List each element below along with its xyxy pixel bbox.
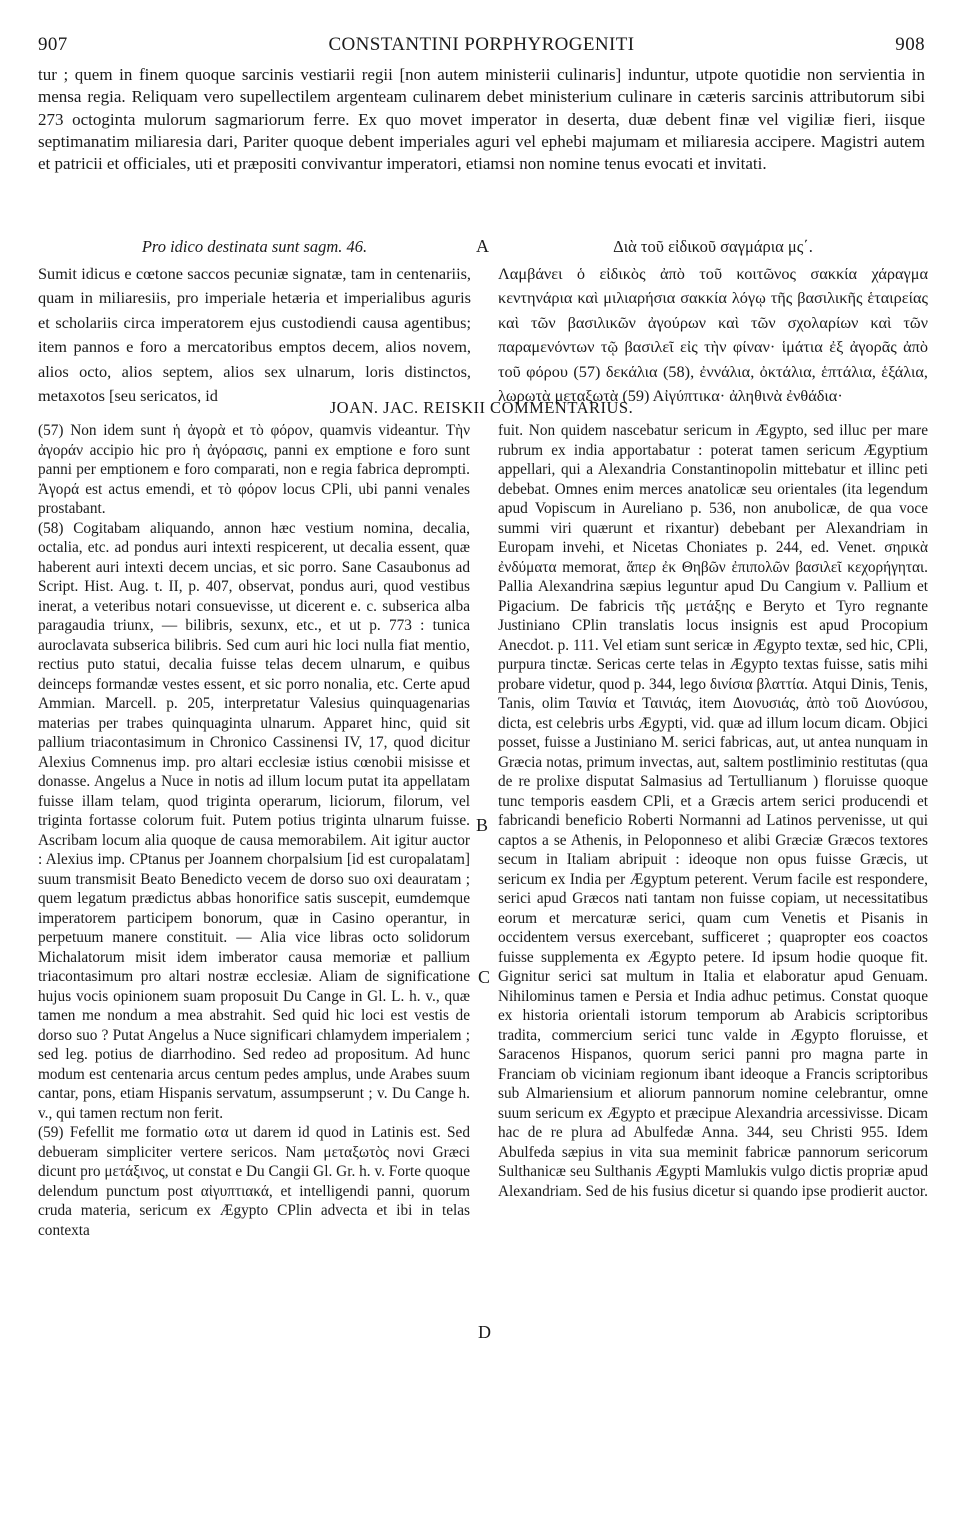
margin-letter-c: C — [478, 967, 491, 987]
commentary-left-column — [38, 421, 470, 1240]
commentary-right-column — [498, 421, 928, 1201]
latin-section-title: Pro idico destinata sunt sagm. 46. — [141, 237, 368, 256]
left-page-number: 907 — [38, 34, 68, 55]
margin-letter-b: B — [476, 815, 489, 835]
note-58: (58) Cogitabam aliquando, annon hæc vestium nomina, decalia, octalia, etc. ad pondus auri intexti respicerent, ut decalia essent, quæ haberent auri intexti decem uncias, et sic porro. Sane Casaubonus ad Script. Hist. Aug. t. II, p. 407, observat, pondus auri, quod vestibus inerat, a veteribus notari consuevisse, ut dicerent e. c. subserica alba paragaudia triunx, — bilibris, sexunx, etc., et ut p. 773 : tunica auroclavata subserica bilibris. Sed cum auri hic loci nulla fiat mentio, rectius puto statui, decalia fuisse telas decem ulnarum, e quibus deinceps formandæ vestes essent, et sic porro nonalia, etc. Certe apud Ammian. Marcell. p. 205, interpretatur Valesius quinquagenarias materias per trabes quinquaginta ulnarum. Apparet hinc, quid sit pallium triacontasimum in Chronico Cassinensi IV, 17, quod dicitur Alexius Comnenus imp. pro altari ecclesiæ istius cœnobii misisse et donasse. Angelus a Nuce in notis ad illum locum putat ita appellatam fuisse illam telam, quod triginta operarum, liciorum, filorum, vel triginta fortasse colorum fuit. Putem potius triginta ulnarum fuisse. Ascribam locum alia quoque de causa memorabilem. Ait igitur auctor : Alexius imp. CPtanus per Joannem chorpalsium [id est curopalatam] suum transmisit Beato Benedicto vecem de dorso suo oxi deauratam ; quem legatum prædictus abbas honorifice satis suscepit, eumdemque imperatorem participem bonorum, quæ in Casino operantur, in perpetuum manere constituit. — Alia vice libras octo solidorum Michalatorum misit idem imberator causa memoriæ et pallium triacontasimum pro altari nostræ ecclesiæ. Aliam de significatione hujus vocis opinionem suam proposuit Du Cange in Gl. L. h. v., quæ tamen me nondum a mea abstrahit. Sed quid hic loci est vestis de dorso suo ? Putat Angelus a Nuce significari chlamydem imperialem ; sed leg. potius de diarrhodino. Sed redeo ad propositum. Ad hunc modum est centenaria arcus centum pedes amplus, unde Arabes suum cantar, pons, etiam Hispanis servatum, assumpserunt ; v. Du Cange h. v., qui tamen rectum non ferit. — [38, 519, 470, 1122]
commentary-title: JOAN. JAC. REISKII COMMENTARIUS. — [329, 398, 634, 417]
right-page-number: 908 — [895, 34, 925, 55]
top-paragraph: tur ; quem in finem quoque sarcinis vestiarii regii [non autem ministerii culinaris] induntur, utpote quotidie non servientia in mensa regia. Reliquam vero supellectilem argenteam culinarem debet ministerium culinare in cæteris sarcinis attributorum sibi 273 octoginta mulorum sagmariorum ferre. Ex quo movet imperator in deserta, duæ debent finæ vel vigiliæ fieri, iisque septimanatim miliaresia dari, Pariter quoque debent imperiales aguri vel ephebi majumam et miliaresia accipere. Magistri autem et patricii et officiales, uti et præpositi convivantur imperatori, etiamsi non nomine tenus evocati et invitati. — [38, 65, 925, 174]
running-title: CONSTANTINI PORPHYROGENITI — [328, 34, 635, 55]
page-header — [38, 34, 925, 56]
greek-section-title: Διὰ τοῦ εἰδικοῦ σαγμάρια μς΄. — [613, 237, 813, 256]
greek-text-column — [498, 236, 928, 408]
note-59-continued: fuit. Non quidem nascebatur sericum in Ægypto, sed illuc per mare rubrum ex india apportabatur : poterat tamen sericum Ægyptium appellari, qui a Alexandria Constantinopolin mittebatur et illinc peti debebat. Omnes enim merces anatolicæ seu orientales (ita legendum apud Vopiscum in Aureliano p. 536, non anubolicæ, de qua voce summi viri quærunt et rixantur) debebant per Alexandriam in Europam invehi, et Nicetas Choniates p. 244, ed. Venet. σηρικὰ ἐνδύματα memorat, ἅπερ ἐκ Θηβῶν ἐπιπολῶν βασιλεῖ κεχορήγηται. Pallia Alexandrina sæpius leguntur apud Du Cangium v. Pallium et Pigacium. De fabricis τῆς μετάξης e Beryto et Tyro regnante Justiniano CPlin translatis locus insignis est apud Procopium Anecdot. p. 111. Vel etiam sunt sericæ in Ægypto textæ, sed hic, CPli, purpura tinctæ. Sericas certe telas in Ægypto textas fuisse, satis mihi probare videtur, quod p. 344, lego δινίσια βλαττία. Atqui Dinis, Tenis, Tanis, olim Ταινία et Ταινιάς, item Διονυσιάς, ἀπὸ τοῦ Διονύσου, dicta, est celebris urbs Ægypti, vid. quæ ad illum locum dicam. Objici posset, fuisse a Justiniano M. serici fabricas, aut, ut antea nunquam in Græcia notas, primum invectas, aut, saltem postliminio restitutas (qua de re prolixe disputat Salmasius ad Tertullianum ) floruisse quoque tunc temporis easdem CPli, et a Græcis artem serici producendi et fabricandi beneficio Roberti Normanni ad Latinos pervenisse, ut qui captos a se Athenis, in Peloponneso et alibi Græciæ Græcos textores secum in Italiam abripuit : ideoque non opus fuisse Græcis, ut sericum ex India per Ægyptum peterent. Verum facile est respondere, serici apud Græcos nati tantam non fuisse copiam, ut necessitatibus eorum et mercaturæ serici, quam cum Venetis et Pisanis in occidentem versus exercebant, sufficeret ; quapropter eos coactos fuisse supplementa ex Ægypto petere. Id ipsum hodie quoque fit. Gignitur serici sat multum in Italia et elaboratur apud Genuam. Nihilominus tamen e Persia et India adhuc petimus. Constat quoque ex historia orientali istorum temporum ab Arabicis scriptoribus tradita, commercium serici tunc valde in Ægypto floruisse, et Saracenos Hispanos, quorum serici panni pro magna parte in Franciam ob viciniam regionum ibant ideoque a Francis scriptoribus sub Almariensium et aliorum pannorum nomine celebrantur, omne suum sericum ex Ægypto et præcipue Alexandria arcessivisse. Dicam hac de re plura ad Abulfedæ Anna. 344, seu Christi 955. Idem Abulfeda sæpius in vita sua meminit fabricæ pannorum sericorum Sulthanicæ seu Sulthanis Ægypti Mamlukis vulgo dictis propriæ apud Alexandriam. Sed de his fusius dicetur si quando ipse prodierit auctor. — [498, 422, 928, 1200]
margin-letter-a: A — [476, 236, 489, 256]
latin-text-column — [38, 236, 471, 408]
greek-section-text: Λαμβάνει ὁ εἰδικὸς ἀπὸ τοῦ κοιτῶνος σακκία χάραγμα κεντηνάρια καὶ μιλιαρήσια σακκία λόγῳ τῆς βασιλικῆς ἑταιρείας καὶ τῶν βασιλικῶν ἀγούρων καὶ τῶν σχολαρίων καὶ τῶν παραμενόντων τῷ βασιλεῖ εἰς τὴν φίναν· ἱμάτια ἐξ ἀγορᾶς ἀπὸ τοῦ φόρου (57) δεκάλια (58), ἐννάλια, ὀκτάλια, ἑπτάλια, ἑξάλια, λωρωτὰ μεταξωτὰ (59) Αἰγύπτικα· ἀληθινὰ ἐνθάδια· — [498, 264, 928, 406]
note-57: (57) Non idem sunt ἡ ἀγορὰ et τὸ φόρον, quamvis videantur. Τὴν ἀγοράν accipio hic pro ἡ ἀγόρασις, panni ex emptione e foro sunt panni per emptionem e foro comparati, non e regia fabrica deprompti. Ἀγορά est actus emendi, et τὸ φόρον locus CPli, ubi panni venales prostabant. — [38, 422, 470, 517]
latin-section-text: Sumit idicus e cœtone saccos pecuniæ signatæ, tam in centenariis, quam in miliaresiis, pro imperiale hetæria et imperialibus aguris et scholariis circa imperatorem ejus custodiendi causa agentibus; item pannos e foro a mercatoribus emptos decem, alios novem, alios octo, alios septem, alios sex ulnarum, loris distinctos, metaxotos [seu sericatos, id — [38, 264, 471, 406]
note-59: (59) Fefellit me formatio ωτα ut darem id quod in Latinis est. Sed debueram simpliciter vertere sericos. Nam μεταξωτὸς novi Græci dicunt pro μετάξινος, ut constat e Du Cangii Gl. Gr. h. v. Forte quoque delendum punctum post αἰγυπτιακά, et intelligendi panni, quorum cruda materia, sericum ex Ægypto CPlin advecta et ibi in telas contexta — [38, 1124, 470, 1239]
margin-letter-d: D — [478, 1322, 491, 1342]
